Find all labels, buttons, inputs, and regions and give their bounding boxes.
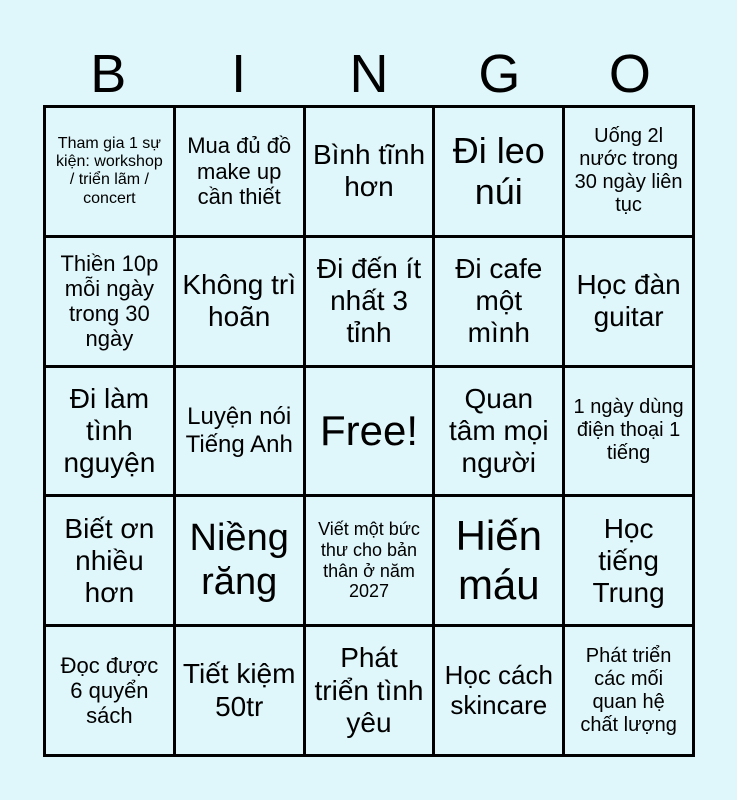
bingo-cell-r1-c0[interactable]: Thiền 10p mỗi ngày trong 30 ngày xyxy=(46,238,173,365)
bingo-cell-r0-c3[interactable]: Đi leo núi xyxy=(435,108,562,235)
bingo-cell-r0-c0[interactable]: Tham gia 1 sự kiện: workshop / triển lãm / concert xyxy=(46,108,173,235)
bingo-cell-r4-c2[interactable]: Phát triển tình yêu xyxy=(306,627,433,754)
bingo-cell-r2-c4[interactable]: 1 ngày dùng điện thoại 1 tiếng xyxy=(565,368,692,495)
bingo-cell-r3-c0[interactable]: Biết ơn nhiều hơn xyxy=(46,497,173,624)
bingo-cell-r1-c2[interactable]: Đi đến ít nhất 3 tỉnh xyxy=(306,238,433,365)
header-letter-o: O xyxy=(608,44,651,104)
bingo-cell-r4-c0[interactable]: Đọc được 6 quyển sách xyxy=(46,627,173,754)
bingo-cell-r3-c1[interactable]: Niềng răng xyxy=(176,497,303,624)
header-letter-i: I xyxy=(231,44,247,104)
bingo-cell-r2-c3[interactable]: Quan tâm mọi người xyxy=(435,368,562,495)
bingo-cell-r4-c1[interactable]: Tiết kiệm 50tr xyxy=(176,627,303,754)
header-letter-b: B xyxy=(90,44,127,104)
bingo-cell-r3-c3[interactable]: Hiến máu xyxy=(435,497,562,624)
bingo-cell-free[interactable]: Free! xyxy=(306,368,433,495)
bingo-cell-r1-c4[interactable]: Học đàn guitar xyxy=(565,238,692,365)
bingo-header xyxy=(43,44,695,104)
bingo-cell-r2-c0[interactable]: Đi làm tình nguyện xyxy=(46,368,173,495)
bingo-cell-r3-c2[interactable]: Viết một bức thư cho bản thân ở năm 2027 xyxy=(306,497,433,624)
bingo-cell-r4-c3[interactable]: Học cách skincare xyxy=(435,627,562,754)
header-letter-g: G xyxy=(478,44,521,104)
bingo-cell-r0-c4[interactable]: Uống 2l nước trong 30 ngày liên tục xyxy=(565,108,692,235)
bingo-cell-r2-c1[interactable]: Luyện nói Tiếng Anh xyxy=(176,368,303,495)
bingo-cell-r0-c2[interactable]: Bình tĩnh hơn xyxy=(306,108,433,235)
header-letter-n: N xyxy=(349,44,389,104)
bingo-cell-r1-c3[interactable]: Đi cafe một mình xyxy=(435,238,562,365)
bingo-cell-r0-c1[interactable]: Mua đủ đồ make up cần thiết xyxy=(176,108,303,235)
bingo-cell-r4-c4[interactable]: Phát triển các mối quan hệ chất lượng xyxy=(565,627,692,754)
bingo-cell-r3-c4[interactable]: Học tiếng Trung xyxy=(565,497,692,624)
bingo-cell-r1-c1[interactable]: Không trì hoãn xyxy=(176,238,303,365)
bingo-grid xyxy=(43,105,695,757)
